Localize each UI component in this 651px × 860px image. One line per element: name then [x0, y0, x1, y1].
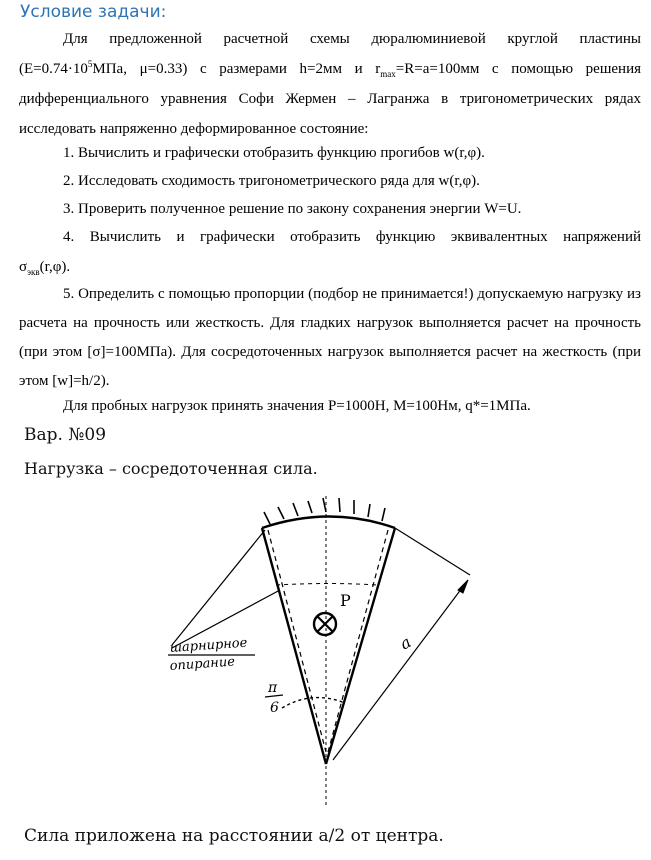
intro-subscript: max	[380, 69, 396, 79]
sector-right-edge-inner	[328, 530, 388, 752]
radius-arrowhead	[458, 580, 468, 593]
sector-left-edge	[262, 528, 326, 764]
mid-chord	[276, 584, 377, 586]
force-icon	[314, 613, 336, 635]
radius-label: a	[396, 632, 415, 654]
angle-numerator: π	[268, 680, 278, 696]
task-item-1: 1. Вычислить и графически отобразить функцию прогибов w(r,φ).	[63, 145, 485, 161]
load-type-label: Нагрузка – сосредоточенная сила.	[24, 459, 318, 478]
support-label-1: шарнирное	[169, 635, 248, 656]
task-item-3: 3. Проверить полученное решение по закону сохранения энергии W=U.	[63, 201, 522, 217]
footer-note: Сила приложена на расстоянии а/2 от центра.	[24, 826, 444, 846]
sigma-args: (r,φ).	[39, 259, 71, 275]
intro-text-2: МПа, μ=0.33) с размерами h=2мм и r	[92, 61, 381, 77]
task-item-2: 2. Исследовать сходимость тригонометрического ряда для w(r,φ).	[63, 173, 480, 189]
variant-label: Вар. №09	[24, 425, 107, 445]
support-label-2: опирание	[169, 654, 236, 674]
task-item-4: 4. Вычислить и графически отобразить функцию эквивалентных напряжений	[63, 229, 641, 245]
force-label: P	[340, 591, 351, 610]
task-item-4-formula	[19, 252, 641, 282]
page-title: Условие задачи:	[20, 2, 167, 22]
trial-loads-text: Для пробных нагрузок принять значения P=1000Н, M=100Нм, q*=1МПа.	[63, 398, 531, 414]
support-leader-1	[172, 530, 265, 645]
intro-paragraph	[19, 24, 641, 144]
radius-extension	[395, 528, 470, 575]
sigma-symbol: σ	[19, 259, 28, 275]
sigma-subscript: экв	[27, 267, 40, 277]
intro-text-3: =R=a=100мм с помощью решения дифференциального уравнения Софи Жермен – Лагранжа в тригонометрических рядах исследовать напряженно деформированное состояние:	[19, 61, 641, 137]
sector-left-edge-inner	[268, 530, 326, 752]
sector-right-edge	[326, 528, 395, 764]
task-item-5: 5. Определить с помощью пропорции (подбор не принимается!) допускаемую нагрузку из расчета на прочность или жесткость. Для гладких нагрузок выполняется расчет на прочность (при этом [σ]=100МПа). Для сосредоточенных нагрузок выполняется расчет на жесткость (при этом [w]=h/2).	[19, 286, 641, 389]
plate-sector-diagram	[150, 490, 490, 810]
sector-outer-arc	[262, 517, 395, 529]
intro-text-1: Для предложенной расчетной схемы дюралюминиевой круглой пластины (E=0.74·10	[19, 31, 641, 77]
intro-exponent: 5	[87, 59, 93, 69]
angle-denominator: 6	[270, 700, 279, 716]
